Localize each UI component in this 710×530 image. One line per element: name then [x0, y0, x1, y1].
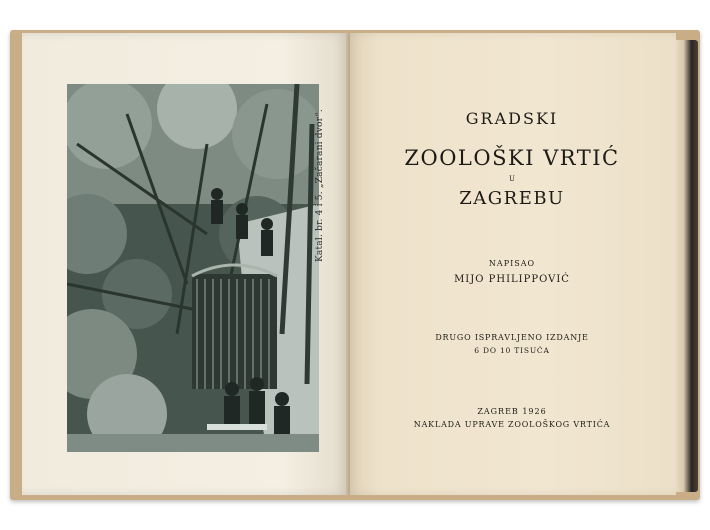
photo-caption: Katal. br. 4 i 5. „Začarani dvor“. — [315, 109, 325, 262]
book-page-edges — [676, 40, 698, 492]
written-by-label: NAPISAO — [488, 259, 536, 268]
title-line-u: U — [509, 175, 515, 183]
title-line-zagreb: ZAGREBU — [459, 188, 565, 209]
photo-illustration — [67, 84, 319, 452]
title-line-gradski: GRADSKI — [465, 109, 559, 128]
title-line-zoo: ZOOLOŠKI VRTIĆ — [404, 146, 620, 170]
frontispiece-photo — [67, 84, 319, 452]
author-name: MIJO PHILIPPOVIĆ — [454, 274, 570, 285]
place-and-year: ZAGREB 1926 — [477, 407, 547, 416]
print-run: 6 DO 10 TISUĆA — [474, 346, 550, 355]
edition-note: DRUGO ISPRAVLJENO IZDANJE — [435, 333, 589, 342]
publisher: NAKLADA UPRAVE ZOOLOŠKOG VRTIĆA — [413, 420, 611, 429]
